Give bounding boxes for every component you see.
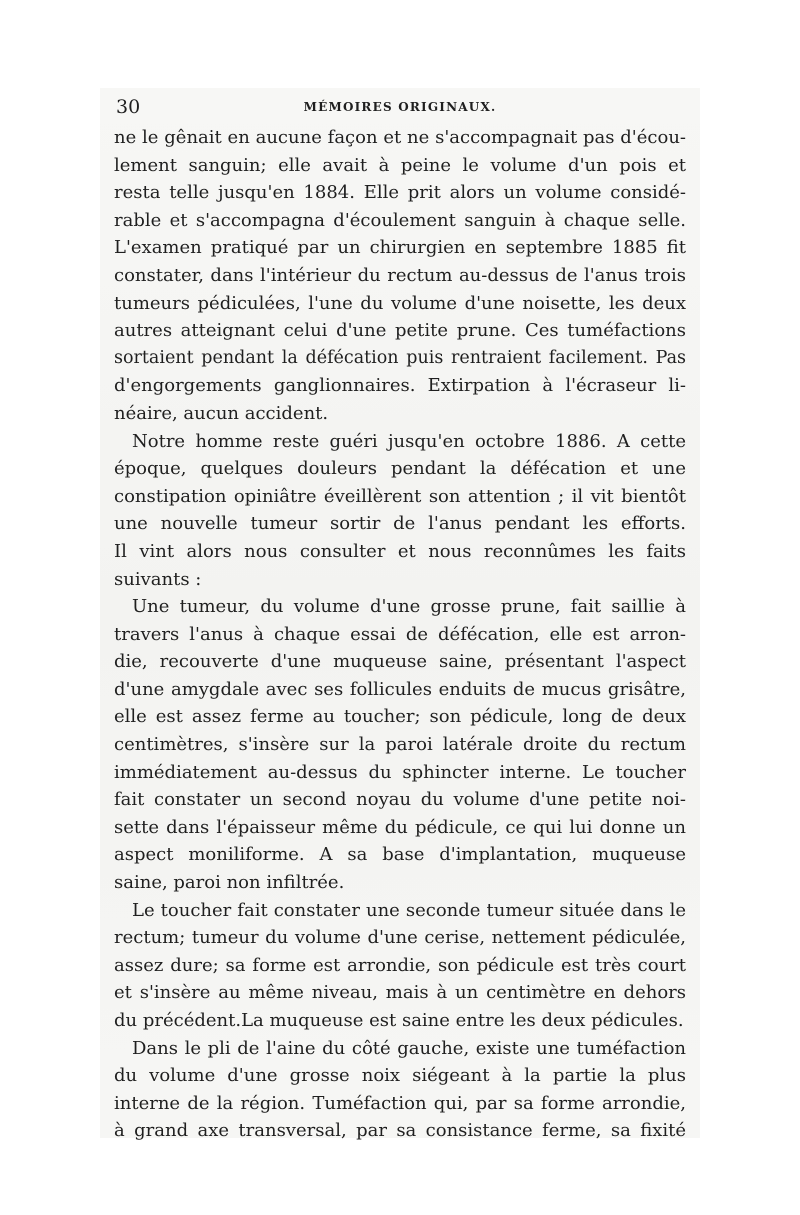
text-line: L'examen pratiqué par un chirurgien en septembre 1885 fit xyxy=(114,237,686,259)
text-line: et s'insère au même niveau, mais à un centimètre en dehors xyxy=(114,982,686,1004)
page-header xyxy=(114,96,686,122)
text-line: constater, dans l'intérieur du rectum au-dessus de l'anus trois xyxy=(114,264,686,286)
text-line: fait constater un second noyau du volume d'une petite noi- xyxy=(114,789,686,811)
text-line: elle est assez ferme au toucher; son pédicule, long de deux xyxy=(114,706,686,728)
text-line: Une tumeur, du volume d'une grosse prune, fait saillie à xyxy=(132,596,686,618)
text-line: centimètres, s'insère sur la paroi latérale droite du rectum xyxy=(114,734,686,756)
text-line: Le toucher fait constater une seconde tumeur située dans le xyxy=(132,899,686,921)
text-line: époque, quelques douleurs pendant la défécation et une xyxy=(114,458,686,480)
text-line: die, recouverte d'une muqueuse saine, présentant l'aspect xyxy=(114,651,686,673)
text-line: d'une amygdale avec ses follicules enduits de mucus grisâtre, xyxy=(114,678,686,700)
text-line: ne le gênait en aucune façon et ne s'accompagnait pas d'écou- xyxy=(114,127,686,148)
text-line: rectum; tumeur du volume d'une cerise, nettement pédiculée, xyxy=(114,927,686,949)
text-line: resta telle jusqu'en 1884. Elle prit alors un volume considé- xyxy=(114,182,686,204)
text-line: d'engorgements ganglionnaires. Extirpation à l'écraseur li- xyxy=(114,375,686,397)
text-line: immédiatement au-dessus du sphincter interne. Le toucher xyxy=(114,761,686,783)
text-line: du volume d'une grosse noix siégeant à la partie la plus xyxy=(114,1065,686,1087)
running-title: MÉMOIRES ORIGINAUX. xyxy=(303,100,497,114)
text-line: assez dure; sa forme est arrondie, son pédicule est très court xyxy=(114,954,686,976)
text-line: lement sanguin; elle avait à peine le volume d'un pois et xyxy=(114,154,686,176)
text-line: à grand axe transversal, par sa consistance ferme, sa fixité xyxy=(114,1120,686,1142)
text-line: suivants : xyxy=(114,568,202,590)
text-line: Dans le pli de l'aine du côté gauche, existe une tuméfaction xyxy=(132,1037,686,1059)
text-line: constipation opiniâtre éveillèrent son attention ; il vit bientôt xyxy=(114,485,686,507)
text-line: sette dans l'épaisseur même du pédicule, ce qui lui donne un xyxy=(114,816,686,838)
body-text xyxy=(114,124,686,1145)
text-line: autres atteignant celui d'une petite prune. Ces tuméfactions xyxy=(114,320,686,342)
text-line: du précédent.La muqueuse est saine entre les deux pédicules. xyxy=(114,1010,684,1031)
text-line: néaire, aucun accident. xyxy=(114,402,329,424)
text-line: sortaient pendant la défécation puis rentraient facilement. Pas xyxy=(114,347,686,368)
page-number: 30 xyxy=(116,96,141,118)
text-line: rable et s'accompagna d'écoulement sanguin à chaque selle. xyxy=(114,209,686,231)
text-line: tumeurs pédiculées, l'une du volume d'une noisette, les deux xyxy=(114,292,686,314)
text-line: Notre homme reste guéri jusqu'en octobre 1886. A cette xyxy=(132,430,686,452)
text-line: travers l'anus à chaque essai de défécation, elle est arron- xyxy=(114,623,686,645)
text-line: saine, paroi non infiltrée. xyxy=(114,872,345,894)
text-line: aspect moniliforme. A sa base d'implantation, muqueuse xyxy=(114,844,686,866)
text-line: Il vint alors nous consulter et nous reconnûmes les faits xyxy=(114,540,686,562)
text-line: interne de la région. Tuméfaction qui, par sa forme arrondie, xyxy=(114,1092,686,1114)
text-line: une nouvelle tumeur sortir de l'anus pendant les efforts. xyxy=(114,513,686,535)
